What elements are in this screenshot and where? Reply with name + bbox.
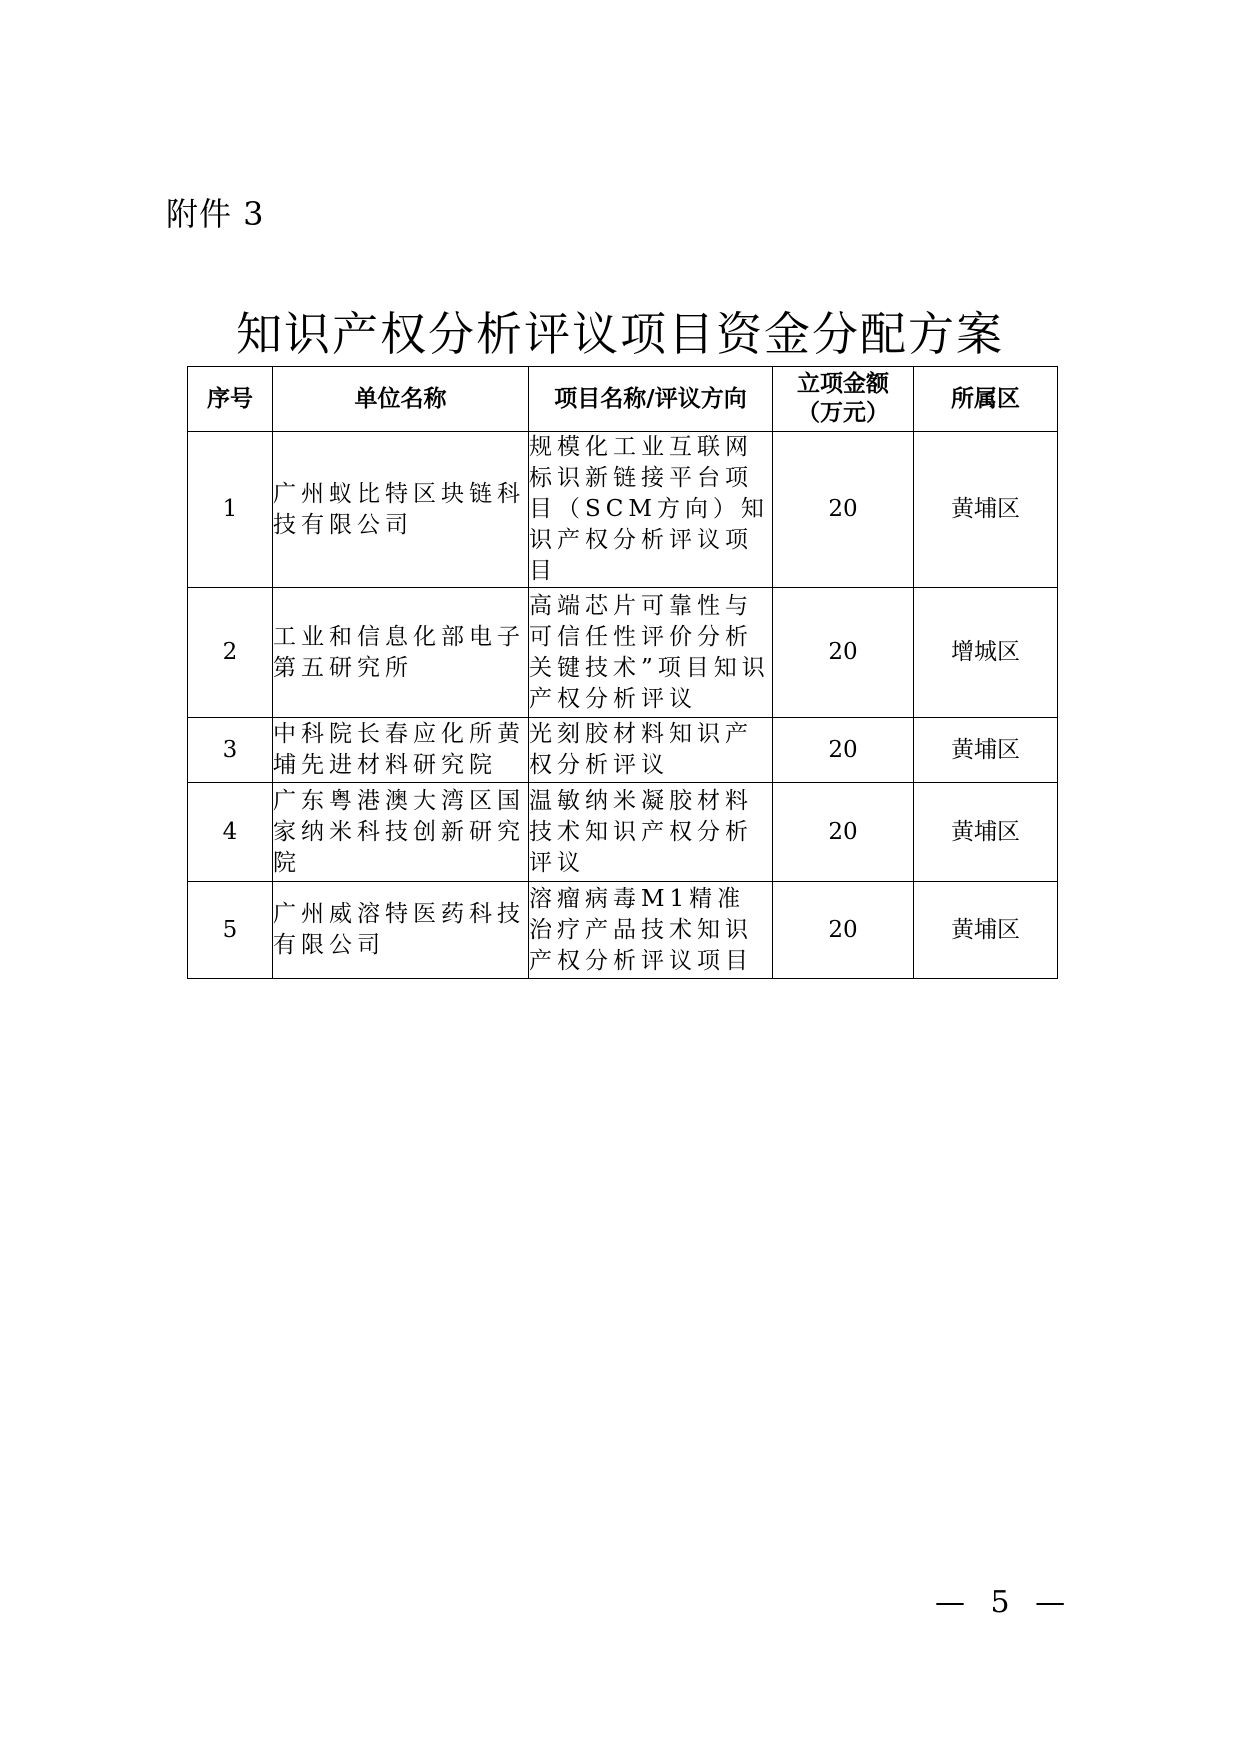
cell-amount: 20 <box>773 588 914 718</box>
cell-seq: 2 <box>188 588 273 718</box>
cell-district: 黄埔区 <box>914 882 1058 979</box>
cell-unit: 广州蚁比特区块链科技有限公司 <box>273 432 529 588</box>
document-title: 知识产权分析评议项目资金分配方案 <box>236 307 1004 361</box>
cell-unit: 工业和信息化部电子第五研究所 <box>273 588 529 718</box>
cell-project: 规模化工业互联网标识新链接平台项目（SCM方向）知识产权分析评议项目 <box>529 432 773 588</box>
cell-district: 黄埔区 <box>914 432 1058 588</box>
cell-seq: 4 <box>188 783 273 882</box>
cell-unit: 广东粤港澳大湾区国家纳米科技创新研究院 <box>273 783 529 882</box>
header-project: 项目名称/评议方向 <box>529 367 773 432</box>
cell-seq: 5 <box>188 882 273 979</box>
page-number: — 5 — <box>935 1585 1074 1620</box>
cell-amount: 20 <box>773 718 914 783</box>
table-header-row <box>188 367 1058 432</box>
header-amount-line2: （万元） <box>797 400 889 426</box>
cell-district: 增城区 <box>914 588 1058 718</box>
cell-project: 光刻胶材料知识产权分析评议 <box>529 718 773 783</box>
header-amount <box>773 367 914 432</box>
table-row <box>188 588 1058 718</box>
cell-amount: 20 <box>773 882 914 979</box>
header-seq: 序号 <box>188 367 273 432</box>
attachment-label: 附件 3 <box>166 195 265 233</box>
cell-amount: 20 <box>773 432 914 588</box>
header-district: 所属区 <box>914 367 1058 432</box>
table-row <box>188 882 1058 979</box>
cell-district: 黄埔区 <box>914 783 1058 882</box>
table-row <box>188 718 1058 783</box>
header-unit: 单位名称 <box>273 367 529 432</box>
cell-amount: 20 <box>773 783 914 882</box>
cell-unit: 广州威溶特医药科技有限公司 <box>273 882 529 979</box>
cell-seq: 3 <box>188 718 273 783</box>
table-row <box>188 783 1058 882</box>
cell-project: 溶瘤病毒M1精准治疗产品技术知识产权分析评议项目 <box>529 882 773 979</box>
table-row <box>188 432 1058 588</box>
cell-district: 黄埔区 <box>914 718 1058 783</box>
cell-unit: 中科院长春应化所黄埔先进材料研究院 <box>273 718 529 783</box>
cell-project: 高端芯片可靠性与可信任性评价分析关键技术”项目知识产权分析评议 <box>529 588 773 718</box>
cell-project: 温敏纳米凝胶材料技术知识产权分析评议 <box>529 783 773 882</box>
cell-seq: 1 <box>188 432 273 588</box>
header-amount-line1: 立项金额 <box>797 371 889 397</box>
allocation-table <box>187 366 1058 979</box>
